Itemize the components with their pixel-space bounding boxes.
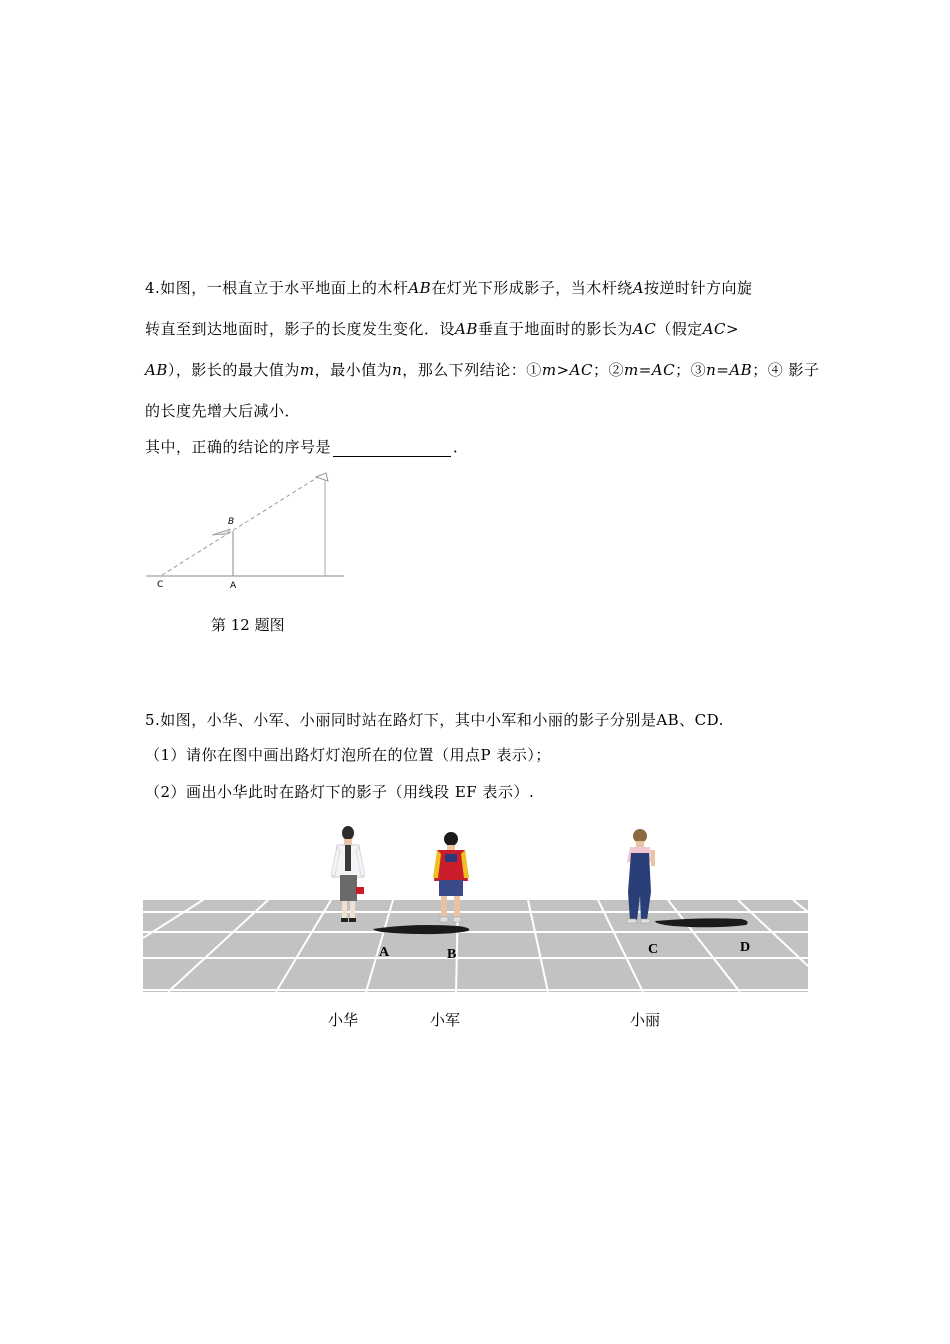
figure-caption: 第 12 题图 [211,616,285,634]
label-c: C [648,942,659,957]
light-ray [162,477,318,575]
q4-math: n [706,361,717,379]
q4-math: n [392,361,403,379]
q4-text: ；③ [675,361,707,379]
q4-text: 其中，正确的结论的序号是 [145,438,332,456]
answer-blank[interactable] [333,442,451,457]
q4-math: AB [455,320,478,338]
q4-math: AC [569,361,593,379]
q4-math: m [623,361,639,379]
label-b: B [447,947,457,962]
q4-figure [140,465,355,595]
q4-text: 4.如图，一根直立于水平地面上的木杆 [145,279,409,297]
q4-math: > [556,361,570,379]
q4-math: AC [651,361,676,379]
q4-math: AB [729,361,753,379]
q4-text: ，那么下列结论：① [402,361,542,379]
label-d: D [740,940,751,955]
q4-math: AB [145,361,168,379]
q4-text: ），影长的最大值为 [167,361,300,379]
q4-line-3 [145,359,819,380]
q4-math: AB [408,279,432,297]
q5-line-2: （1）请你在图中画出路灯灯泡所在的位置（用点P 表示）； [145,746,551,764]
q4-text: ． [453,438,469,456]
q4-line-1 [145,277,753,298]
q4-math: = [638,361,652,379]
q4-math: AC [632,320,657,338]
q4-text: ，最小值为 [314,361,393,379]
q4-text: 按逆时针方向旋 [644,279,753,297]
q4-text: 转直至到达地面时，影子的长度发生变化．设 [145,320,456,338]
q4-math: A [632,279,645,297]
label-c: C [157,580,164,590]
q4-text: （假定 [656,320,703,338]
q4-line-5 [145,436,469,457]
q4-math: > [726,320,740,338]
q4-line-4: 的长度先增大后减小． [145,402,301,420]
label-a: A [379,945,390,960]
q4-math: m [299,361,315,379]
q4-math: AC [702,320,727,338]
q4-math: = [716,361,730,379]
name-xiaohua: 小华 [328,1011,359,1029]
q5-figure [143,820,808,995]
rotated-pole-icon [212,529,230,535]
q4-text: 在灯光下形成影子，当木杆绕 [431,279,633,297]
q4-text: 垂直于地面时的影长为 [477,320,633,338]
label-b: B [228,517,235,527]
q4-line-2 [145,318,739,339]
name-xiaojun: 小军 [430,1011,461,1029]
q5-line-1: 5.如图，小华、小军、小丽同时站在路灯下，其中小军和小丽的影子分别是AB、CD. [145,711,724,729]
q4-math: m [541,361,557,379]
name-xiaoli: 小丽 [630,1011,661,1029]
q4-text: ；④ 影子 [752,361,820,379]
label-a: A [230,581,237,591]
q4-text: ；② [592,361,624,379]
lamp-icon [316,473,328,481]
ground-plane [143,900,808,992]
q5-line-3: （2）画出小华此时在路灯下的影子（用线段 EF 表示）. [145,783,535,801]
